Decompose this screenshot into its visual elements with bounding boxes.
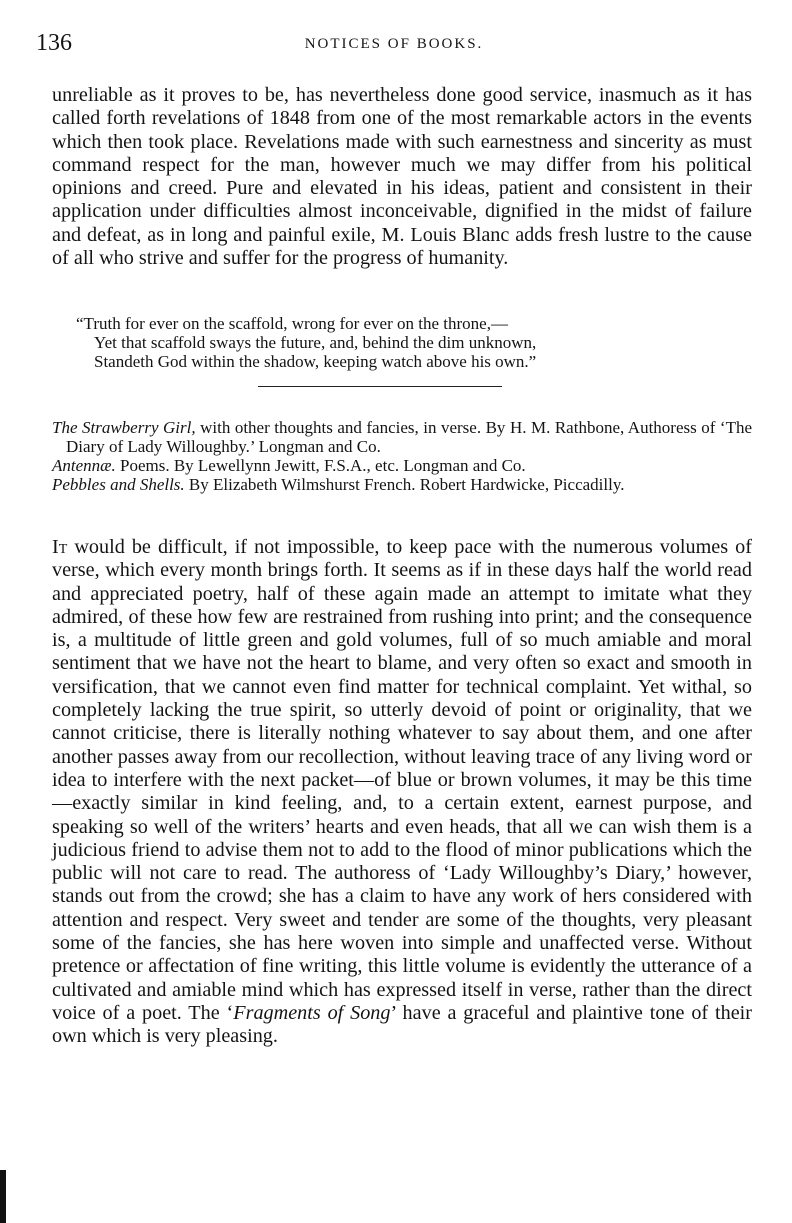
page-edge-rule	[0, 1170, 6, 1223]
book-title: Antennæ.	[52, 456, 116, 475]
review-paragraph	[52, 536, 752, 1049]
bibliography-entry	[52, 418, 752, 456]
poem-line: Yet that scaffold sways the future, and, behind the dim unknown,	[94, 333, 537, 352]
bibliography-entry	[52, 456, 752, 475]
poem-line: “Truth for ever on the scaffold, wrong for ever on the throne,—	[76, 314, 508, 333]
page-header	[36, 30, 752, 64]
review-text: would be difficult, if not impossible, to keep pace with the numerous volumes of verse, which every month brings forth. It seems as if in these days half the world read and appreciated poetry, half of these again made an attempt to imitate what they admired, of these how few are restrained from rushing into print; and the consequence is, a multitude of little green and gold volumes, full of so much amiable and moral sentiment that we have not the heart to blame, and very often so exact and smooth in versification, that we cannot even find matter for technical complaint. Yet withal, so completely lacking the true spirit, so utterly devoid of point or originality, that we cannot criticise, there is literally nothing whatever to say about them, and one after another passes away from our recollection, without leaving trace of any living word or idea to interfere with the next packet—of blue or brown volumes, it may be this time—exactly similar in kind feeling, and, to a certain extent, earnest purpose, and speaking so well of the writers’ hearts and even heads, that all we can wish them is a judicious friend to advise them not to add to the flood of minor publications which the public will not care to read. The authoress of ‘Lady Willoughby’s Diary,’ however, stands out from the crowd; she has a claim to have any work of hers considered with attention and respect. Very sweet and tender are some of the thoughts, very pleasant some of the fancies, she has here woven into simple and unaffected verse. Without pretence or affectation of fine writing, this little volume is evidently the utterance of a cultivated and amiable mind which has expressed itself in verse, rather than the direct voice of a poet. The ‘	[52, 536, 752, 1024]
bibliography-list	[52, 418, 752, 494]
running-head: NOTICES OF BOOKS.	[304, 36, 484, 52]
review-initial: It	[52, 536, 68, 558]
poem-line: Standeth God within the shadow, keeping watch above his own.”	[94, 352, 537, 371]
page-number: 136	[36, 30, 72, 56]
book-details: with other thoughts and fancies, in verse. By H. M. Rathbone, Authoress of ‘The Diary of Lady Willoughby.’ Longman and Co.	[66, 418, 752, 456]
review-text-end: ’ have a graceful and plaintive tone of their own which is very pleasing.	[52, 1001, 752, 1048]
bibliography-entry	[52, 475, 752, 494]
book-details: By Elizabeth Wilmshurst French. Robert Hardwicke, Piccadilly.	[184, 475, 625, 494]
section-divider	[258, 386, 502, 387]
italic-title: Fragments of Song	[233, 1001, 391, 1024]
poem-quotation	[76, 314, 752, 371]
book-title: The Strawberry Girl,	[52, 418, 196, 437]
intro-paragraph: unreliable as it proves to be, has nevertheless done good service, inasmuch as it has called forth revelations of 1848 from one of the most remarkable actors in the events which then took place. Revelations made with such earnestness and sincerity as must command respect for the man, however much we may differ from his political opinions and creed. Pure and elevated in his ideas, patient and consistent in their application under difficulties almost inconceivable, dignified in the midst of failure and defeat, as in long and painful exile, M. Louis Blanc adds fresh lustre to the cause of all who strive and suffer for the progress of humanity.	[52, 84, 752, 270]
book-title: Pebbles and Shells.	[52, 475, 185, 494]
book-details: Poems. By Lewellynn Jewitt, F.S.A., etc. Longman and Co.	[115, 456, 526, 475]
